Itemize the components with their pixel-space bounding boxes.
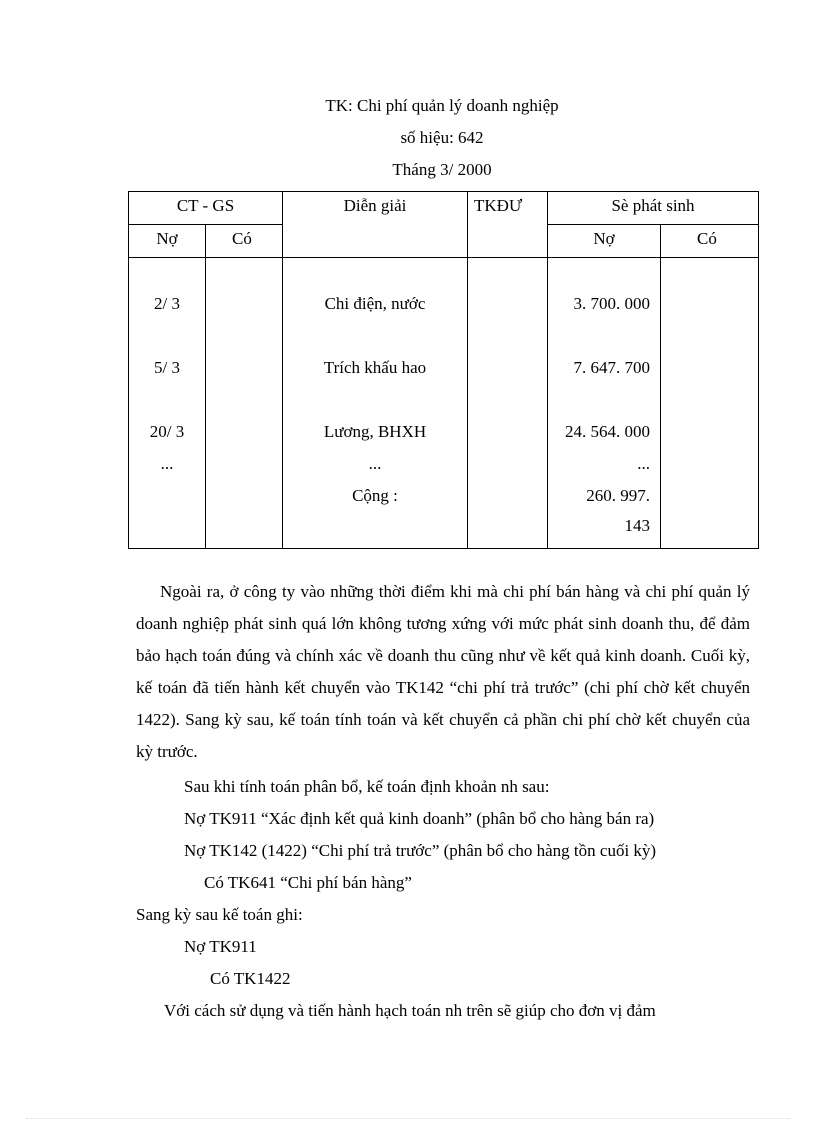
ct-no-cell: 2/ 3: [154, 294, 180, 313]
column-ct-no: [129, 258, 206, 549]
entry-line-debit-911: Nợ TK911 “Xác định kết quả kinh doanh” (phân bổ cho hàng bán ra): [184, 809, 655, 828]
ledger-account-number: số hiệu: 642: [400, 128, 484, 147]
ct-no-cell: 20/ 3: [149, 422, 185, 441]
ellipsis: ...: [637, 454, 650, 473]
description-cell: Chi điện, nước: [324, 294, 426, 313]
entry-line-credit-1422: Có TK1422: [210, 969, 291, 988]
total-label: Cộng :: [352, 486, 398, 505]
ct-no-cell: 5/ 3: [154, 358, 180, 377]
entry-line-debit-911b: Nợ TK911: [184, 937, 257, 956]
amount-cell: 24. 564. 000: [565, 422, 650, 441]
column-dien-giai: [283, 258, 468, 549]
header-tkdu: TKĐƯ: [468, 192, 548, 258]
header-dien-giai: Diễn giải: [283, 192, 468, 258]
amount-cell: 7. 647. 700: [573, 358, 650, 377]
header-so-phat-sinh: Sè phát sinh: [548, 192, 759, 225]
amount-cell: 3. 700. 000: [573, 294, 650, 313]
header-co-amount: Có: [661, 225, 759, 258]
header-no: Nợ: [129, 225, 206, 258]
ellipsis: ...: [160, 454, 174, 473]
total-amount-line2: 143: [624, 516, 650, 535]
text-line: Sang kỳ sau kế toán ghi:: [136, 905, 303, 924]
description-cell: Lương, BHXH: [323, 422, 427, 441]
entry-line-debit-142: Nợ TK142 (1422) “Chi phí trả trước” (phân bổ cho hàng tồn cuối kỳ): [184, 841, 657, 860]
page-bottom-divider: [26, 1118, 790, 1119]
text-line: Sau khi tính toán phân bổ, kế toán định khoản nh sau:: [184, 777, 550, 796]
body-paragraph: Ngoài ra, ở công ty vào những thời điểm khi mà chi phí bán hàng và chi phí quản lý doanh nghiệp phát sinh quá lớn không tương xứng với mức phát sinh doanh thu, để đảm bảo hạch toán đúng và chính xác về doanh thu cũng như về kết quả kinh doanh. Cuối kỳ, kế toán đã tiến hành kết chuyển vào TK142 “chi phí trả trước” (chi phí chờ kết chuyển 1422). Sang kỳ sau, kế toán tính toán và kết chuyển cả phần chi phí chờ kết chuyển của kỳ trước.: [136, 582, 750, 761]
header-no-amount: Nợ: [548, 225, 661, 258]
header-co: Có: [206, 225, 283, 258]
text-line: Với cách sử dụng và tiến hành hạch toán nh trên sẽ giúp cho đơn vị đảm: [164, 1001, 656, 1020]
ledger-account-title: TK: Chi phí quản lý doanh nghiệp: [325, 96, 559, 115]
header-ct-gs: CT - GS: [129, 192, 283, 225]
column-amount-no: [548, 258, 661, 549]
ledger-table: [128, 191, 759, 549]
ledger-month: Tháng 3/ 2000: [392, 160, 492, 179]
column-ct-co: [206, 258, 283, 549]
ellipsis: ...: [368, 454, 382, 473]
column-amount-co: [661, 258, 759, 549]
description-cell: Trích khấu hao: [323, 358, 427, 377]
column-tkdu: [468, 258, 548, 549]
total-amount-line1: 260. 997.: [586, 486, 650, 505]
entry-line-credit-641: Có TK641 “Chi phí bán hàng”: [204, 873, 412, 892]
